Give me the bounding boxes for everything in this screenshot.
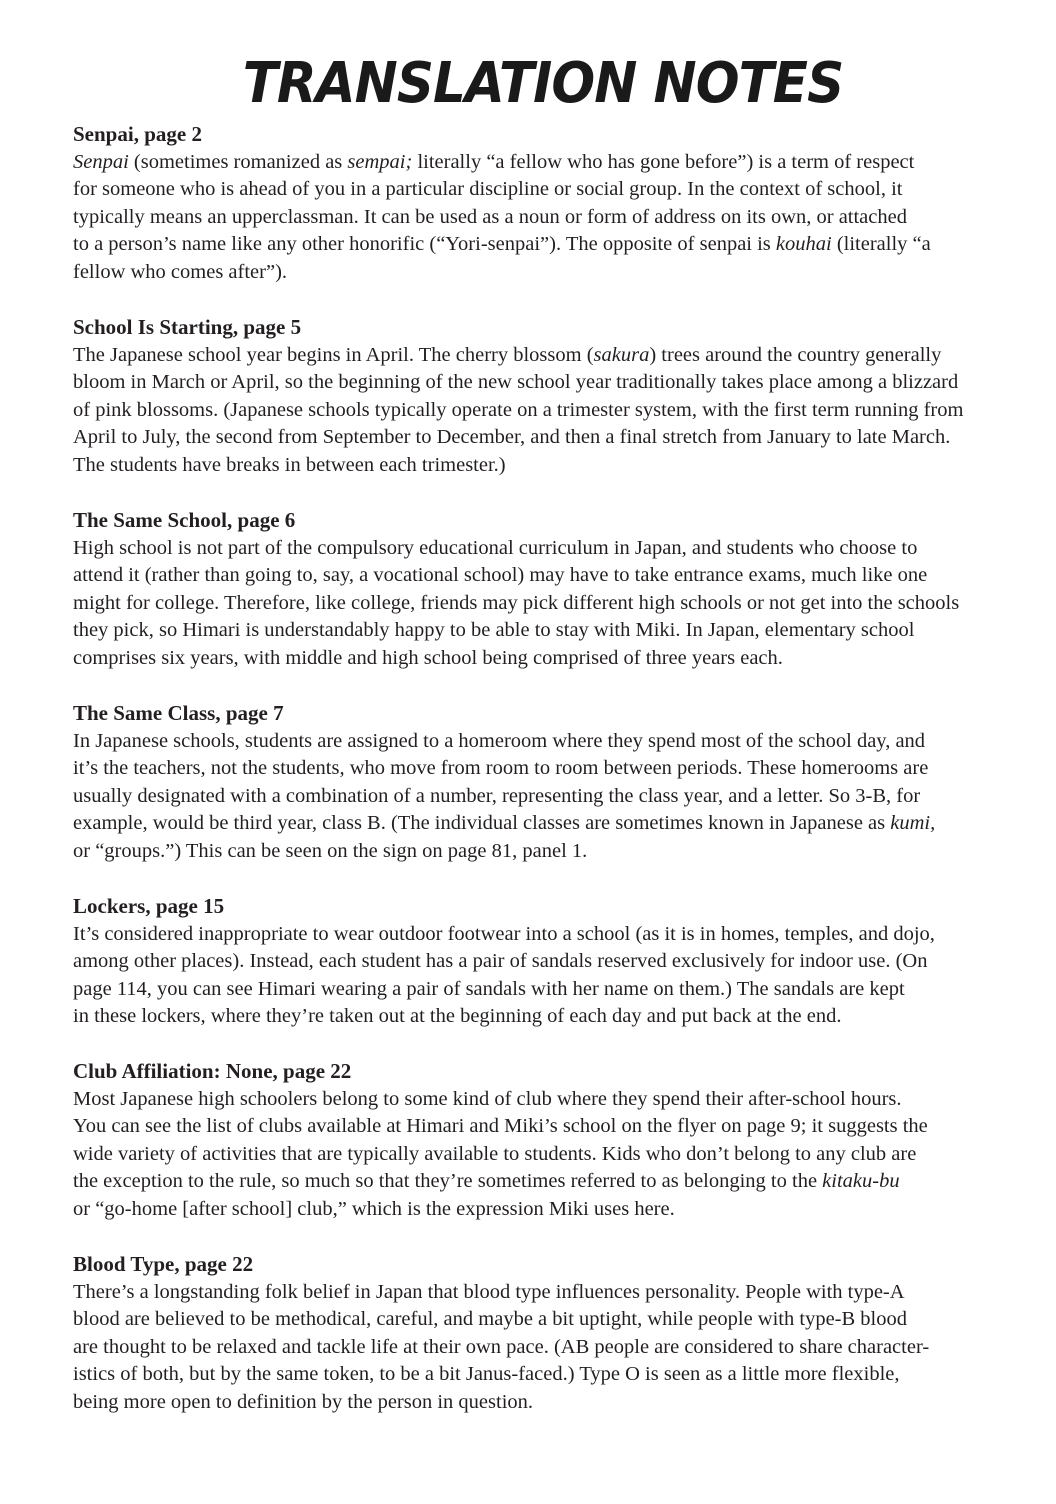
text-run: among other places). Instead, each student has a pair of sandals reserved exclusively for indoor use. (On [73, 950, 928, 972]
text-run: The Japanese school year begins in April. The cherry blossom ( [73, 343, 594, 366]
note-the-same-class [73, 700, 935, 865]
italic-term: kumi, [890, 812, 936, 834]
text-run: might for college. Therefore, like college, friends may pick different high schools or not get into the schools [73, 591, 960, 614]
note-line [73, 1086, 928, 1114]
note-heading: Blood Type, page 22 [73, 1252, 254, 1276]
note-line [73, 810, 935, 838]
text-run: (literally “a [831, 233, 931, 255]
note-line [73, 259, 931, 287]
note-line [73, 1113, 928, 1141]
note-line [73, 231, 931, 259]
note-line [73, 783, 935, 811]
text-run: In Japanese schools, students are assigned to a homeroom where they spend most of the school day, and [73, 729, 926, 752]
text-run: the exception to the rule, so much so that they’re sometimes referred to as belonging to the [73, 1170, 823, 1192]
italic-term: Senpai [73, 150, 129, 173]
text-run: or “go-home [after school] club,” which is the expression Miki uses here. [73, 1197, 675, 1220]
note-line [73, 617, 959, 645]
text-run: usually designated with a combination of a number, representing the class year, and a letter. So 3-B, for [73, 784, 921, 807]
note-line [73, 424, 963, 452]
text-run: istics of both, but by the same token, to be a bit Janus-faced.) Type O is seen as a little more flexible, [73, 1363, 900, 1385]
text-run: page 114, you can see Himari wearing a pair of sandals with her name on them.) The sandals are kept [73, 977, 905, 1000]
note-lockers [73, 893, 935, 1031]
note-line [73, 1003, 935, 1031]
text-run: example, would be third year, class B. (The individual classes are sometimes known in Japanese as [73, 812, 891, 834]
note-line [73, 397, 963, 425]
note-blood-type [73, 1251, 929, 1416]
text-run: wide variety of activities that are typically available to students. Kids who don’t belong to any club are [73, 1142, 917, 1165]
italic-term: sakura [593, 343, 650, 366]
note-line [73, 1334, 929, 1362]
note-line [73, 535, 959, 563]
italic-term: sempai; [347, 150, 413, 173]
note-line [73, 838, 935, 866]
text-run: being more open to definition by the person in question. [73, 1390, 534, 1413]
note-line [73, 590, 959, 618]
note-heading: School Is Starting, page 5 [73, 315, 302, 339]
text-run: to a person’s name like any other honorific (“Yori-senpai”). The opposite of senpai is [73, 233, 776, 255]
note-line [73, 921, 935, 949]
text-run: in these lockers, where they’re taken out at the beginning of each day and put back at the end. [73, 1005, 842, 1027]
text-run: comprises six years, with middle and high school being comprised of three years each. [73, 646, 783, 669]
italic-term: kouhai [775, 233, 832, 255]
text-run: it’s the teachers, not the students, who move from room to room between periods. These homerooms are [73, 757, 929, 779]
note-heading: Club Affiliation: None, page 22 [73, 1059, 352, 1083]
note-line [73, 204, 931, 232]
text-run: of pink blossoms. (Japanese schools typically operate on a trimester system, with the first term running from [73, 398, 964, 421]
note-body [73, 342, 963, 480]
text-run: High school is not part of the compulsory educational curriculum in Japan, and students who choose to [73, 536, 918, 559]
note-heading: Lockers, page 15 [73, 894, 225, 918]
note-body [73, 1086, 928, 1224]
note-line [73, 728, 935, 756]
text-run: You can see the list of clubs available at Himari and Miki’s school on the flyer on page 9; it suggests the [73, 1115, 928, 1137]
note-heading: Senpai, page 2 [73, 122, 202, 146]
text-run: attend it (rather than going to, say, a vocational school) may have to take entrance exams, much like one [73, 564, 928, 586]
text-run: The students have breaks in between each trimester.) [73, 453, 506, 476]
note-line [73, 1279, 929, 1307]
note-line [73, 948, 935, 976]
text-run: There’s a longstanding folk belief in Japan that blood type influences personality. People with type-A [73, 1280, 905, 1303]
note-senpai [73, 121, 931, 286]
text-run: literally “a fellow who has gone before”) is a term of respect [412, 150, 915, 173]
note-the-same-school [73, 507, 959, 672]
text-run: are thought to be relaxed and tackle life at their own pace. (AB people are considered to share character- [73, 1335, 930, 1358]
text-run: blood are believed to be methodical, careful, and maybe a bit uptight, while people with type-B blood [73, 1308, 907, 1330]
text-run: ) trees around the country generally [649, 343, 942, 366]
note-line [73, 1389, 929, 1417]
text-run: fellow who comes after”). [73, 260, 288, 283]
note-line [73, 755, 935, 783]
page-title: TRANSLATION NOTES [242, 50, 844, 116]
text-run: Most Japanese high schoolers belong to some kind of club where they spend their after-school hours. [73, 1087, 902, 1110]
note-body [73, 728, 935, 866]
note-line [73, 562, 959, 590]
note-school-is-starting [73, 314, 963, 479]
text-run: for someone who is ahead of you in a particular discipline or social group. In the context of school, it [73, 178, 903, 200]
text-run: It’s considered inappropriate to wear outdoor footwear into a school (as it is in homes, temples, and dojo, [73, 922, 935, 945]
note-line [73, 342, 963, 370]
note-line [73, 452, 963, 480]
text-run: or “groups.”) This can be seen on the sign on page 81, panel 1. [73, 839, 588, 862]
italic-term: kitaku-bu [822, 1170, 900, 1192]
note-line [73, 1361, 929, 1389]
note-line [73, 369, 963, 397]
note-line [73, 176, 931, 204]
note-heading: The Same Class, page 7 [73, 701, 284, 725]
note-line [73, 1168, 928, 1196]
text-run: (sometimes romanized as [128, 150, 348, 173]
note-line [73, 1141, 928, 1169]
note-body [73, 535, 959, 673]
note-line [73, 149, 931, 177]
note-heading: The Same School, page 6 [73, 508, 296, 532]
note-club-affiliation [73, 1058, 928, 1223]
note-line [73, 645, 959, 673]
note-body [73, 921, 935, 1031]
note-line [73, 1196, 928, 1224]
text-run: they pick, so Himari is understandably happy to be able to stay with Miki. In Japan, elementary school [73, 619, 915, 641]
note-line [73, 976, 935, 1004]
note-body [73, 149, 931, 287]
text-run: bloom in March or April, so the beginning of the new school year traditionally takes place among a blizzard [73, 371, 959, 393]
text-run: April to July, the second from September to December, and then a final stretch from January to late March. [73, 426, 951, 448]
text-run: typically means an upperclassman. It can be used as a noun or form of address on its own, or attached [73, 205, 907, 228]
note-line [73, 1306, 929, 1334]
note-body [73, 1279, 929, 1417]
